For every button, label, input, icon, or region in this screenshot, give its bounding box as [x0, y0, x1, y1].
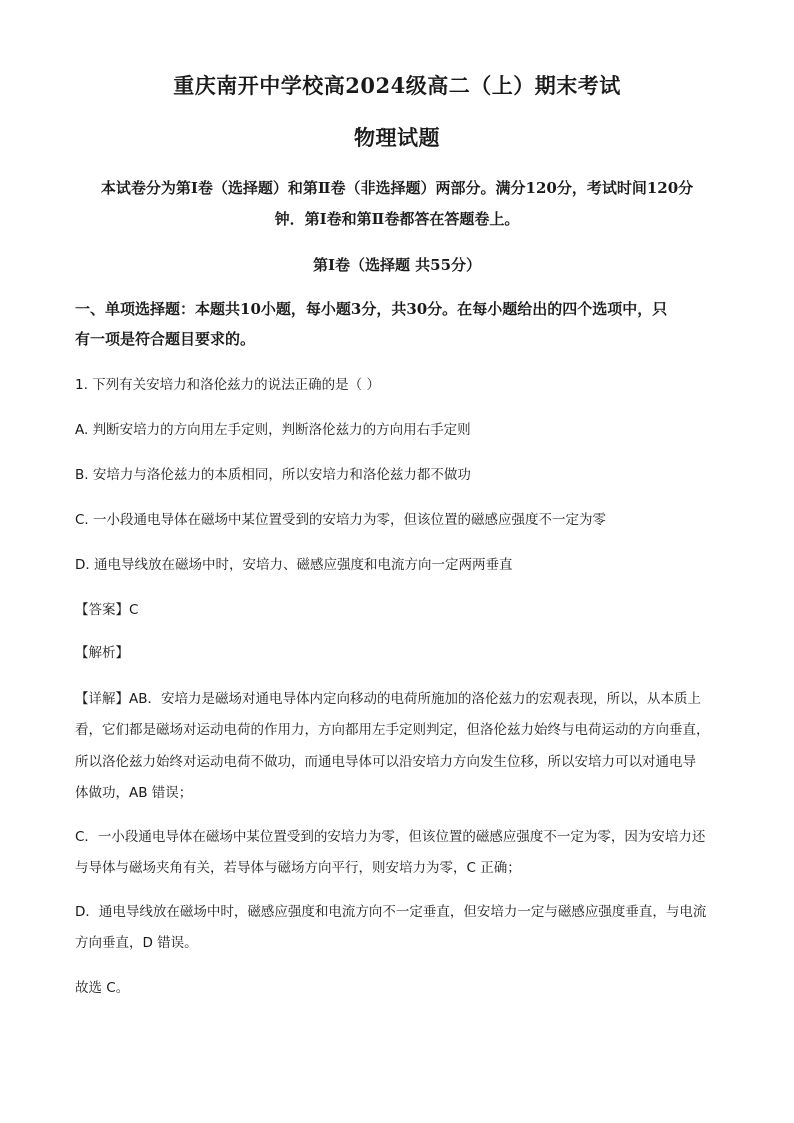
- exam-title: 重庆南开中学校高2024级高二（上）期末考试: [173, 73, 621, 98]
- instructions-line-2: 钟．第Ⅰ卷和第Ⅱ卷都答在答题卷上。: [274, 210, 520, 228]
- analysis-label: 【解析】: [75, 645, 129, 661]
- instructions-line-1: 本试卷分为第Ⅰ卷（选择题）和第Ⅱ卷（非选择题）两部分。满分120分，考试时间120分: [100, 179, 694, 197]
- explanation-line: 方向垂直，D 错误。: [75, 935, 198, 951]
- explanation-line: 看，它们都是磁场对运动电荷的作用力，方向都用左手定则判定，但洛伦兹力始终与电荷运动的方向垂直，: [75, 722, 710, 738]
- option-d: D. 通电导线放在磁场中时，安培力、磁感应强度和电流方向一定两两垂直: [75, 557, 513, 573]
- option-a: A. 判断安培力的方向用左手定则，判断洛伦兹力的方向用右手定则: [75, 422, 471, 438]
- explanation-line: 体做功，AB 错误；: [75, 785, 193, 801]
- explanation-line: 与导体与磁场夹角有关，若导体与磁场方向平行，则安培力为零，C 正确；: [75, 860, 521, 876]
- answer-label: 【答案】C: [75, 602, 139, 618]
- option-c: C. 一小段通电导体在磁场中某位置受到的安培力为零，但该位置的磁感应强度不一定为零: [75, 512, 607, 528]
- explanation-line: 【详解】AB．安培力是磁场对通电导体内定向移动的电荷所施加的洛伦兹力的宏观表现，所以，从本质上: [75, 691, 701, 707]
- explanation-line: 所以洛伦兹力始终对运动电荷不做功，而通电导体可以沿安培力方向发生位移，所以安培力可以对通电导: [75, 754, 696, 770]
- option-b: B. 安培力与洛伦兹力的本质相同，所以安培力和洛伦兹力都不做功: [75, 467, 471, 483]
- section-heading-line-1: 一、单项选择题：本题共10小题，每小题3分，共30分。在每小题给出的四个选项中，只: [75, 300, 668, 318]
- explanation-line: C．一小段通电导体在磁场中某位置受到的安培力为零，但该位置的磁感应强度不一定为零，因为安培力还: [75, 829, 706, 845]
- conclusion-line: 故选 C。: [75, 980, 130, 996]
- explanation-line: D．通电导线放在磁场中时，磁感应强度和电流方向不一定垂直，但安培力一定与磁感应强度垂直，与电流: [75, 904, 707, 920]
- part-1-heading: 第Ⅰ卷（选择题 共55分）: [312, 256, 482, 274]
- subject-title: 物理试题: [354, 125, 440, 150]
- question-1-stem: 1. 下列有关安培力和洛伦兹力的说法正确的是（ ）: [75, 377, 380, 393]
- section-heading-line-2: 有一项是符合题目要求的。: [75, 330, 256, 348]
